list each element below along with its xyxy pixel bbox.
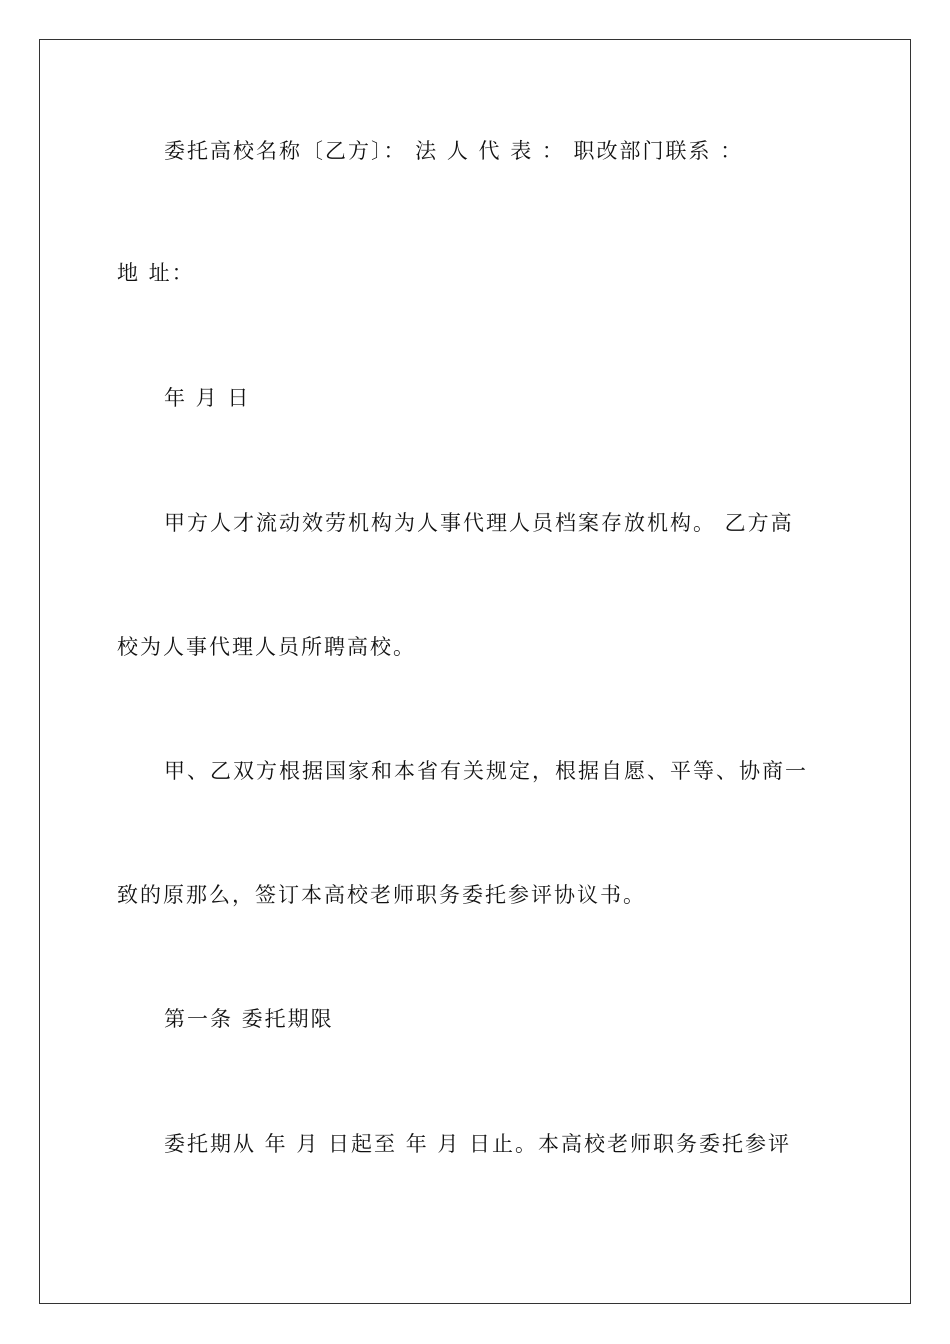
- article-1-line-1: 委托期从 年 月 日起至 年 月 日止。本高校老师职务委托参评: [164, 1132, 792, 1156]
- party-b-header-line: 委托高校名称〔乙方〕： 法 人 代 表 ： 职改部门联系 ：: [164, 139, 744, 163]
- paragraph-1-line-2: 校为人事代理人员所聘高校。: [117, 635, 416, 659]
- address-line: 地 址：: [117, 261, 195, 285]
- paragraph-2-line-1: 甲、乙双方根据国家和本省有关规定，根据自愿、平等、协商一: [164, 759, 808, 783]
- page-border: [39, 39, 911, 1304]
- date-line: 年 月 日: [164, 386, 251, 410]
- paragraph-2-line-2: 致的原那么，签订本高校老师职务委托参评协议书。: [117, 883, 646, 907]
- article-1-heading: 第一条 委托期限: [164, 1007, 334, 1031]
- paragraph-1-line-1: 甲方人才流动效劳机构为人事代理人员档案存放机构。 乙方高: [164, 511, 794, 535]
